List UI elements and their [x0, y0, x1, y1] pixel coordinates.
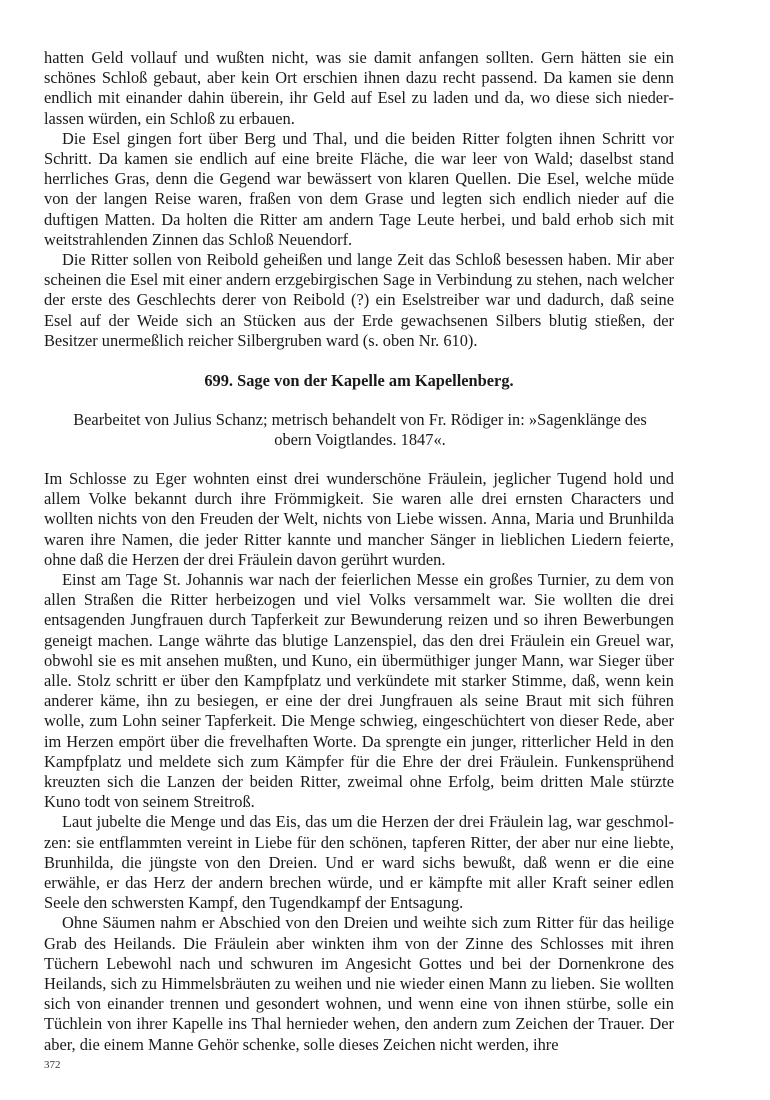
source-note: Bearbeitet von Julius Schanz; metrisch behandelt von Fr. Rödiger in: »Sagenklänge des obern Voigtlandes. 1847«.	[73, 410, 647, 450]
paragraph: hatten Geld vollauf und wußten nicht, was sie damit anfangen sollten. Gern hätten sie ein schönes Schloß gebaut, aber kein Ort erschien ihnen dazu recht passend. Da kamen sie denn endlich mit einander dahin überein, ihr Geld auf Esel zu laden und da, wo diese sich niederlassen würden, ein Schloß zu erbauen.	[44, 48, 674, 128]
continued-text	[44, 48, 674, 351]
paragraph: Ohne Säumen nahm er Abschied von den Dreien und weihte sich zum Ritter für das heilige Grab des Heilands. Die Fräulein aber winkten ihm von der Zinne des Schlosses mit ihren Tüchern Lebewohl nach und schwuren im Angesicht Gottes und bei der Dornenkrone des Heilands, sich zu Himmelsbräuten zu weihen und nie wieder einen Mann zu lieben. Sie wollten sich von einander trennen und gesondert wohnen, und wenn eine von ihnen stürbe, solle ein Tüchlein von ihrer Kapelle ins Thal hernieder wehen, den andern zum Zeichen der Trauer. Der aber, die einem Manne Gehör schenke, solle dieses Zeichen nicht werden, ihre	[44, 913, 674, 1054]
story-text	[44, 469, 674, 1055]
paragraph: Laut jubelte die Menge und das Eis, das um die Herzen der drei Fräulein lag, war geschmolzen: sie entflammten vereint in Liebe für den schönen, tapferen Ritter, der aber nur eine liebte, Brunhilda, die jüngste von den Dreien. Und er ward sichs bewußt, daß wenn er die eine erwähle, er das Herz der andern brechen würde, und er kämpfte mit aller Kraft seiner edlen Seele den schwersten Kampf, den Tugendkampf der Entsagung.	[44, 812, 674, 913]
paragraph: Einst am Tage St. Johannis war nach der feierlichen Messe ein großes Turnier, zu dem von allen Straßen die Ritter herbeizogen und viel Volks versammelt war. Sie wollten die drei entsagenden Jungfrauen durch Tapferkeit zur Bewunderung reizen und so ihren Bewerbungen geneigt machen. Lange währte das blutige Lanzenspiel, das den drei Fräulein ein Greuel war, obwohl sie es mit ansehen mußten, und Kuno, ein übermüthiger junger Mann, war Sieger über alle. Stolz schritt er über den Kampfplatz und verkündete mit starker Stimme, daß, wenn kein anderer käme, ihn zu besiegen, er eine der drei Jungfrauen als seine Braut mit sich führen wolle, zum Lohn seiner Tapferkeit. Die Menge schwieg, eingeschüchtert von dieser Rede, aber im Herzen empört über die frevelhaften Worte. Da sprengte ein junger, ritterlicher Held in den Kampfplatz und meldete sich zum Kämpfer für die Ehre der drei Fräulein. Funkensprühend kreuzten sich die Lanzen der beiden Ritter, zweimal ohne Erfolg, beim dritten Male stürzte Kuno todt von seinem Streitroß.	[44, 570, 674, 812]
paragraph: Im Schlosse zu Eger wohnten einst drei wunderschöne Fräulein, jeglicher Tugend hold und allem Volke bekannt durch ihre Frömmigkeit. Sie waren alle drei ernsten Characters und wollten nichts von den Freuden der Welt, nichts von Liebe wissen. Anna, Maria und Brunhilda waren ihre Namen, die jeder Ritter kannte und mancher Sänger in lieblichen Liedern feierte, ohne daß die Herzen der drei Fräulein davon gerührt wurden.	[44, 469, 674, 569]
page-number: 372	[44, 1059, 61, 1071]
paragraph: Die Esel gingen fort über Berg und Thal, und die beiden Ritter folgten ihnen Schritt vor Schritt. Da kamen sie endlich auf eine breite Fläche, die war leer von Wald; daselbst stand herrliches Gras, denn die Gegend war bewässert von klaren Quellen. Die Esel, welche müde von der langen Reise waren, fraßen von dem Grase und legten sich endlich nieder auf die duftigen Matten. Da holten die Ritter am andern Tage Leute herbei, und bald erhob sich mit weitstrahlenden Zinnen das Schloß Neuendorf.	[44, 128, 674, 249]
section-heading: 699. Sage von der Kapelle am Kapellenberg.	[204, 371, 514, 390]
paragraph: Die Ritter sollen von Reibold geheißen und lange Zeit das Schloß besessen haben. Mir aber scheinen die Esel mit einer andern erzgebirgischen Sage in Verbindung zu stehen, nach welcher der erste des Geschlechts derer von Reibold (?) ein Eselstreiber war und dadurch, daß seine Esel auf der Weide sich an Stücken aus der Erde gewachsenen Silbers blutig stießen, der Besitzer unermeßlich reicher Silbergruben ward (s. oben Nr. 610).	[44, 250, 674, 350]
